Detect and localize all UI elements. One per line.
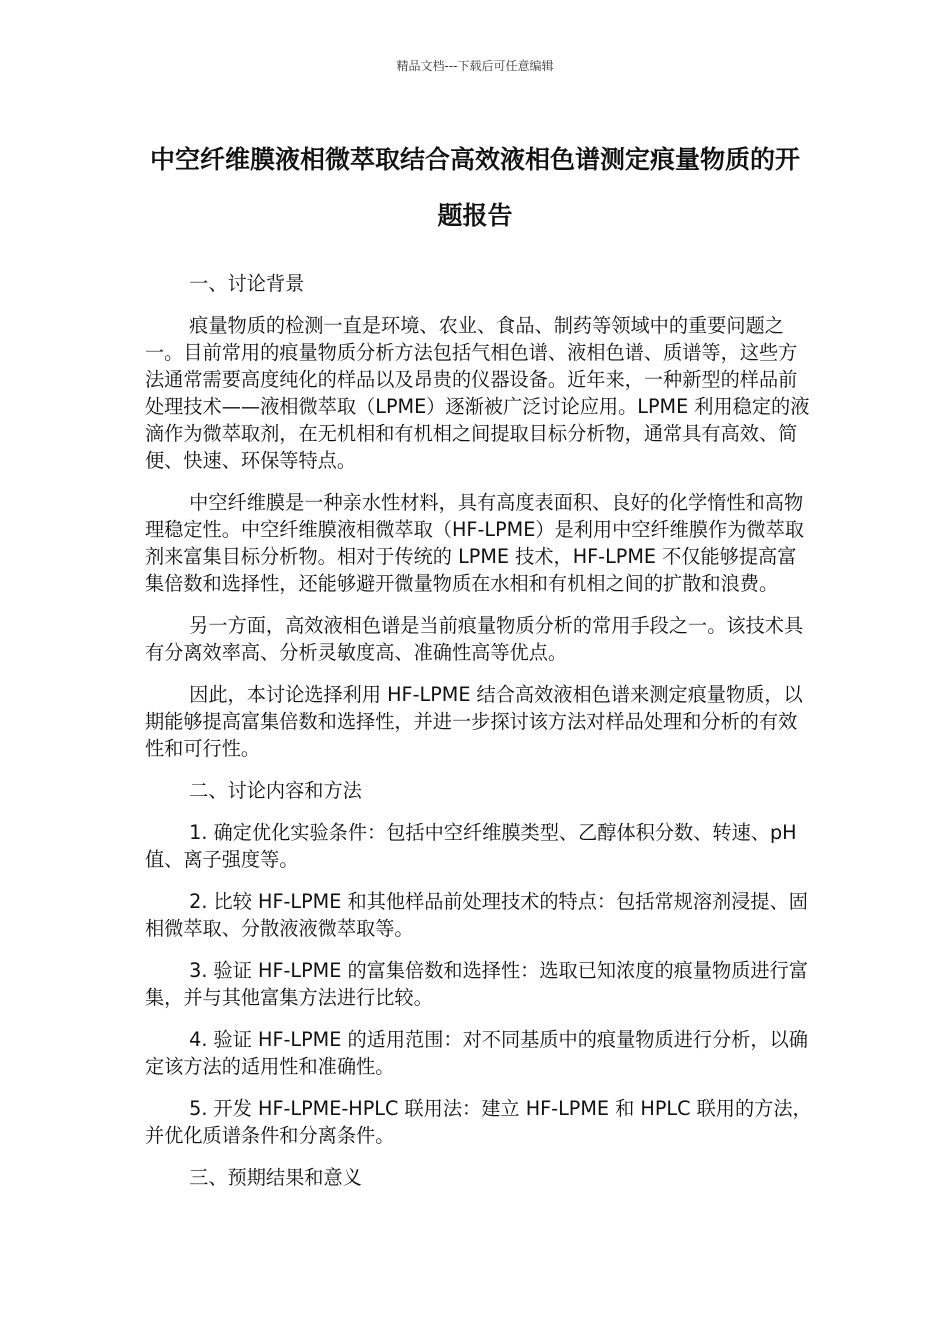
paragraph: 中空纤维膜是一种亲水性材料，具有高度表面积、良好的化学惰性和高物理稳定性。中空纤维膜液相微萃取（HF-LPME）是利用中空纤维膜作为微萃取剂来富集目标分析物。相对于传统的 LPME 技术，HF-LPME 不仅能够提高富集倍数和选择性，还能够避开微量物质在水相和有机相之间的扩散和浪费。 [145, 491, 804, 595]
page-header: 精品文档---下载后可任意编辑 [396, 59, 554, 73]
section-heading-expected-results: 三、预期结果和意义 [189, 1166, 362, 1189]
paragraph: 因此，本讨论选择利用 HF-LPME 结合高效液相色谱来测定痕量物质，以期能够提高富集倍数和选择性，并进一步探讨该方法对样品处理和分析的有效性和可行性。 [145, 683, 803, 760]
paragraph: 另一方面，高效液相色谱是当前痕量物质分析的常用手段之一。该技术具有分离效率高、分析灵敏度高、准确性高等优点。 [145, 614, 804, 664]
list-item: 2. 比较 HF-LPME 和其他样品前处理技术的特点：包括常规溶剂浸提、固相微萃取、分散液液微萃取等。 [145, 890, 808, 940]
section-heading-background: 一、讨论背景 [189, 272, 305, 295]
section-heading-content-methods: 二、讨论内容和方法 [189, 779, 362, 802]
document-body [145, 270, 815, 1206]
list-item: 4. 验证 HF-LPME 的适用范围：对不同基质中的痕量物质进行分析，以确定该方法的适用性和准确性。 [145, 1028, 808, 1078]
document-title: 中空纤维膜液相微萃取结合高效液相色谱测定痕量物质的开题报告 [149, 145, 800, 230]
list-item: 5. 开发 HF-LPME-HPLC 联用法：建立 HF-LPME 和 HPLC 联用的方法，并优化质谱条件和分离条件。 [145, 1097, 812, 1147]
paragraph: 痕量物质的检测一直是环境、农业、食品、制药等领域中的重要问题之一。目前常用的痕量物质分析方法包括气相色谱、液相色谱、质谱等，这些方法通常需要高度纯化的样品以及昂贵的仪器设备。近年来，一种新型的样品前处理技术——液相微萃取（LPME）逐渐被广泛讨论应用。LPME 利用稳定的液滴作为微萃取剂，在无机相和有机相之间提取目标分析物，通常具有高效、简便、快速、环保等特点。 [145, 314, 810, 472]
list-item: 3. 验证 HF-LPME 的富集倍数和选择性：选取已知浓度的痕量物质进行富集，并与其他富集方法进行比较。 [145, 959, 808, 1009]
list-item: 1. 确定优化实验条件：包括中空纤维膜类型、乙醇体积分数、转速、pH 值、离子强度等。 [145, 821, 797, 871]
